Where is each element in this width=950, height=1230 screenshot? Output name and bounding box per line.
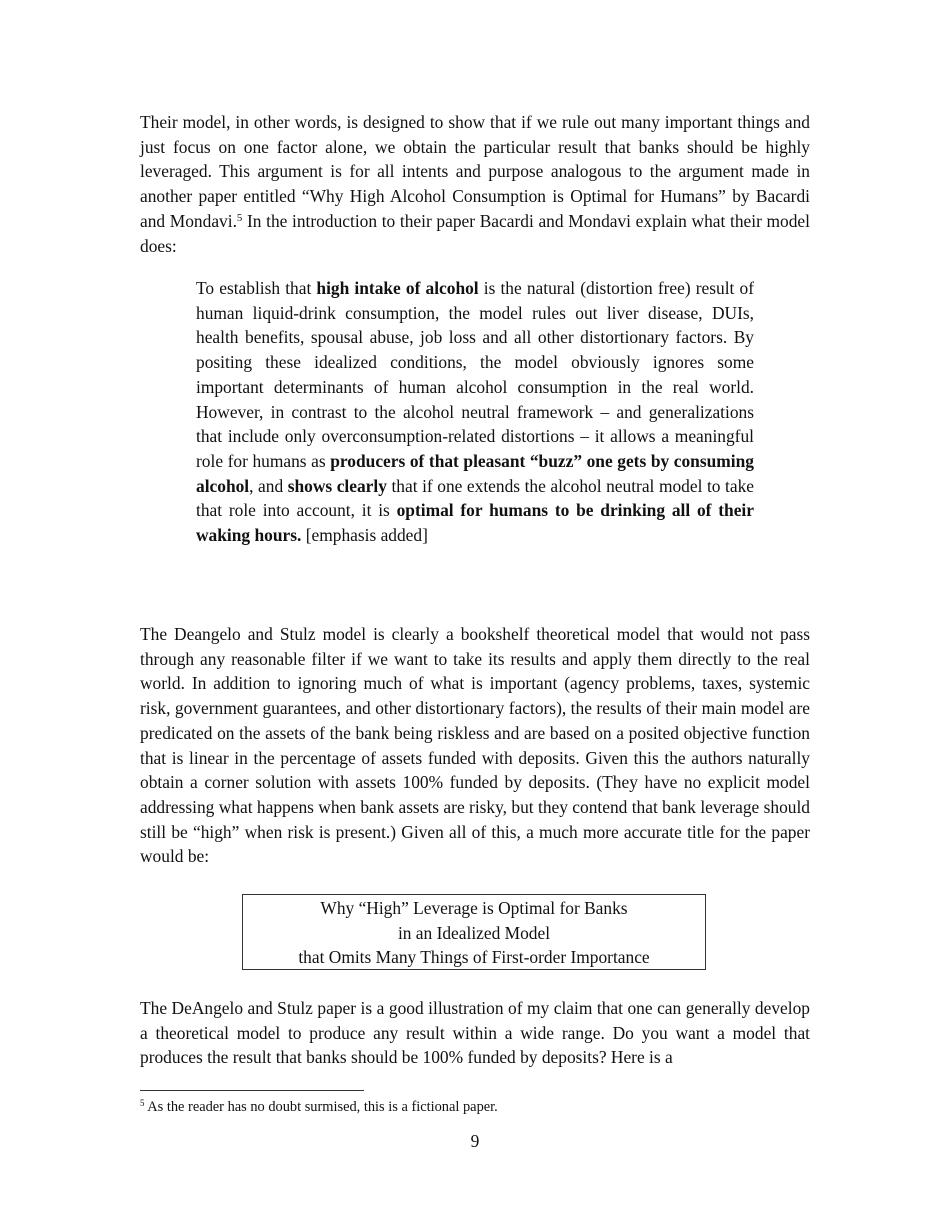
footnote xyxy=(140,1097,810,1117)
emphasis-shows-clearly: shows clearly xyxy=(287,475,387,496)
emphasis-optimal: optimal for humans to be drinking all of their waking hours. xyxy=(196,500,754,546)
block-quote: To establish that high intake of alcohol is the natural (distortion free) result of human liquid-drink consumption, the model rules out liver disease, DUIs, health benefits, spousal abuse, job loss and all other distortionary factors. By positing these idealized conditions, the model obviously ignores some important determinants of human alcohol consumption in the real world. However, in contrast to the alcohol neutral framework – and generalizations that include only overconsumption-related distortions – it allows a meaningful role for humans as producers of that pleasant “buzz” one gets by consuming alcohol, and shows clearly that if one extends the alcohol neutral model to take that role into account, it is optimal for humans to be drinking all of their waking hours. [emphasis added] xyxy=(196,278,754,546)
paragraph-model-critique: The Deangelo and Stulz model is clearly a bookshelf theoretical model that would not pass through any reasonable filter if we want to take its results and apply them directly to the real world. In addition to ignoring much of what is important (agency problems, taxes, systemic risk, government guarantees, and other distortionary factors), the results of their main model are predicated on the assets of the bank being riskless and are based on a posited objective function that is linear in the percentage of assets funded with deposits. Given this the authors naturally obtain a corner solution with assets 100% funded by deposits. (They have no explicit model addressing what happens when bank assets are risky, but they contend that bank leverage should still be “high” when risk is present.) Given all of this, a much more accurate title for the paper would be: xyxy=(140,624,810,867)
title-line-3: that Omits Many Things of First-order Importance xyxy=(298,947,650,967)
emphasis-producers: producers of that pleasant “buzz” one gets by consuming alcohol xyxy=(196,450,754,496)
page-number: 9 xyxy=(470,1131,480,1151)
footnote-number: 5 xyxy=(140,1098,145,1109)
title-line-2: in an Idealized Model xyxy=(397,922,551,943)
footnote-reference: 5 xyxy=(236,211,243,224)
title-line-1: Why “High” Leverage is Optimal for Banks xyxy=(320,898,628,918)
footnote-divider xyxy=(140,1090,364,1091)
emphasis-high-intake: high intake of alcohol xyxy=(316,278,479,298)
footnote-text: As the reader has no doubt surmised, this is a fictional paper. xyxy=(144,1099,498,1115)
alternative-title-box xyxy=(242,894,706,970)
paragraph-illustration: The DeAngelo and Stulz paper is a good illustration of my claim that one can generally develop a theoretical model to produce any result within a wide range. Do you want a model that produces the result that banks should be 100% funded by deposits? Here is a xyxy=(140,998,810,1068)
paragraph-intro: Their model, in other words, is designed to show that if we rule out many important things and just focus on one factor alone, we obtain the particular result that banks should be highly leveraged. This argument is for all intents and purpose analogous to the argument made in another paper entitled “Why High Alcohol Consumption is Optimal for Humans” by Bacardi and Mondavi.$^5$ In the introduction to their paper Bacardi and Mondavi explain what their model does: xyxy=(140,112,810,256)
